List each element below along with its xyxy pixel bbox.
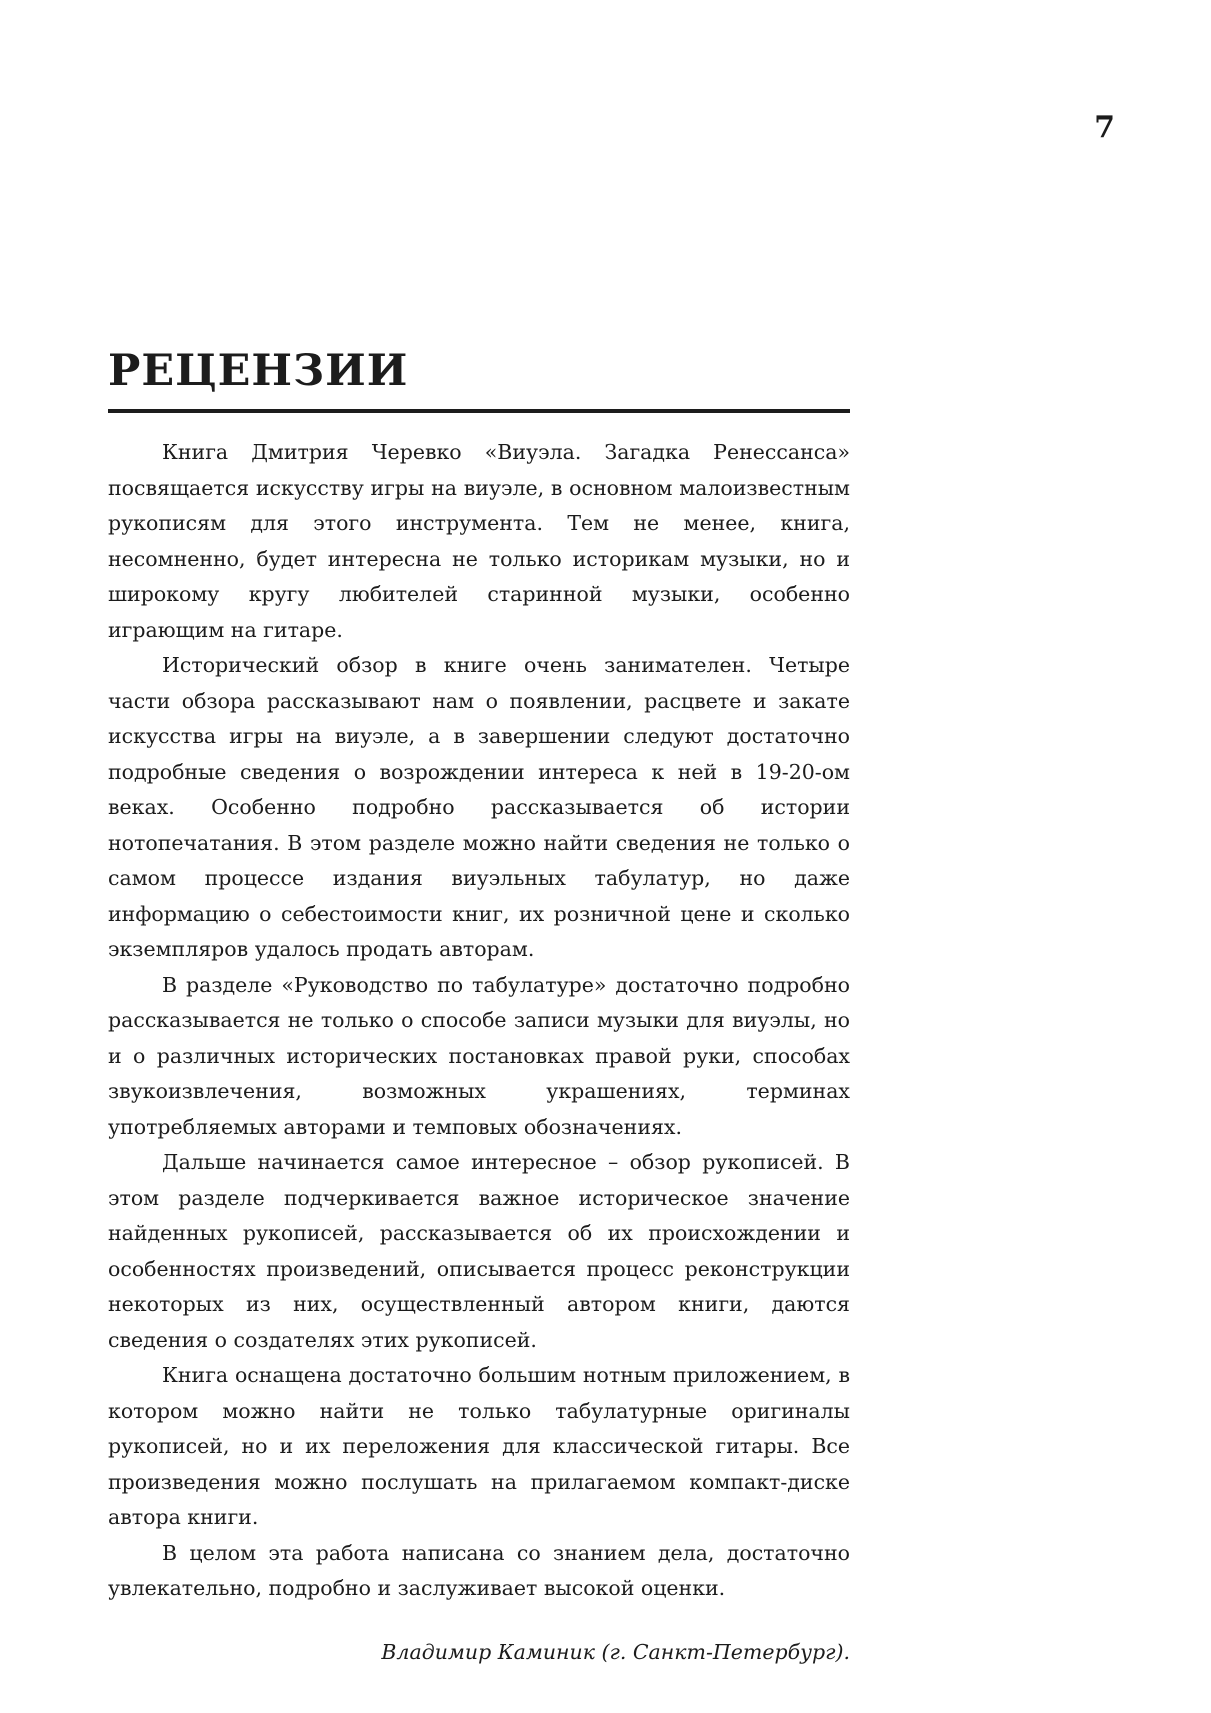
paragraph-manuscripts-review: Дальше начинается самое интересное – обзор рукописей. В этом разделе подчеркивается важное историческое значение найденных рукописей, рассказывается об их происхождении и особенностях произведений, описывается процесс реконструкции некоторых из них, осуществленный автором книги, даются сведения о создателях этих рукописей.: [108, 1150, 850, 1352]
paragraph-historical-overview: Исторический обзор в книге очень занимателен. Четыре части обзора рассказывают нам о появлении, расцвете и закате искусства игры на виуэле, а в завершении следуют достаточно подробные сведения о возрождении интереса к ней в 19-20-ом веках. Особенно подробно рассказывается об истории нотопечатания. В этом разделе можно найти сведения не только о самом процессе издания виуэльных табулатур, но даже информацию о себестоимости книг, их розничной цене и сколько экземпляров удалось продать авторам.: [108, 653, 850, 961]
paragraph-conclusion: В целом эта работа написана со знанием дела, достаточно увлекательно, подробно и заслуживает высокой оценки.: [108, 1540, 850, 1600]
paragraph-tablature-guide: В разделе «Руководство по табулатуре» достаточно подробно рассказывается не только о способе записи музыки для виуэлы, но и о различных исторических постановках правой руки, способах звукоизвлечения, возможных украшениях, терминах употребляемых авторами и темповых обозначениях.: [108, 972, 850, 1139]
paragraph-intro: Книга Дмитрия Черевко «Виуэла. Загадка Ренессанса» посвящается искусству игры на виуэле, в основном малоизвестным рукописям для этого инструмента. Тем не менее, книга, несомненно, будет интересна не только историкам музыки, но и широкому кругу любителей старинной музыки, особенно играющим на гитаре.: [108, 440, 850, 642]
section-title: РЕЦЕНЗИИ: [108, 350, 850, 413]
page-number: 7: [1094, 110, 1115, 145]
review-signature: Владимир Каминик (г. Санкт-Петербург).: [381, 1639, 850, 1664]
review-section: [108, 346, 850, 1670]
paragraph-music-appendix: Книга оснащена достаточно большим нотным приложением, в котором можно найти не только табулатурные оригиналы рукописей, но и их переложения для классической гитары. Все произведения можно послушать на прилагаемом компакт-диске автора книги.: [108, 1363, 850, 1529]
review-body: [108, 435, 850, 1607]
